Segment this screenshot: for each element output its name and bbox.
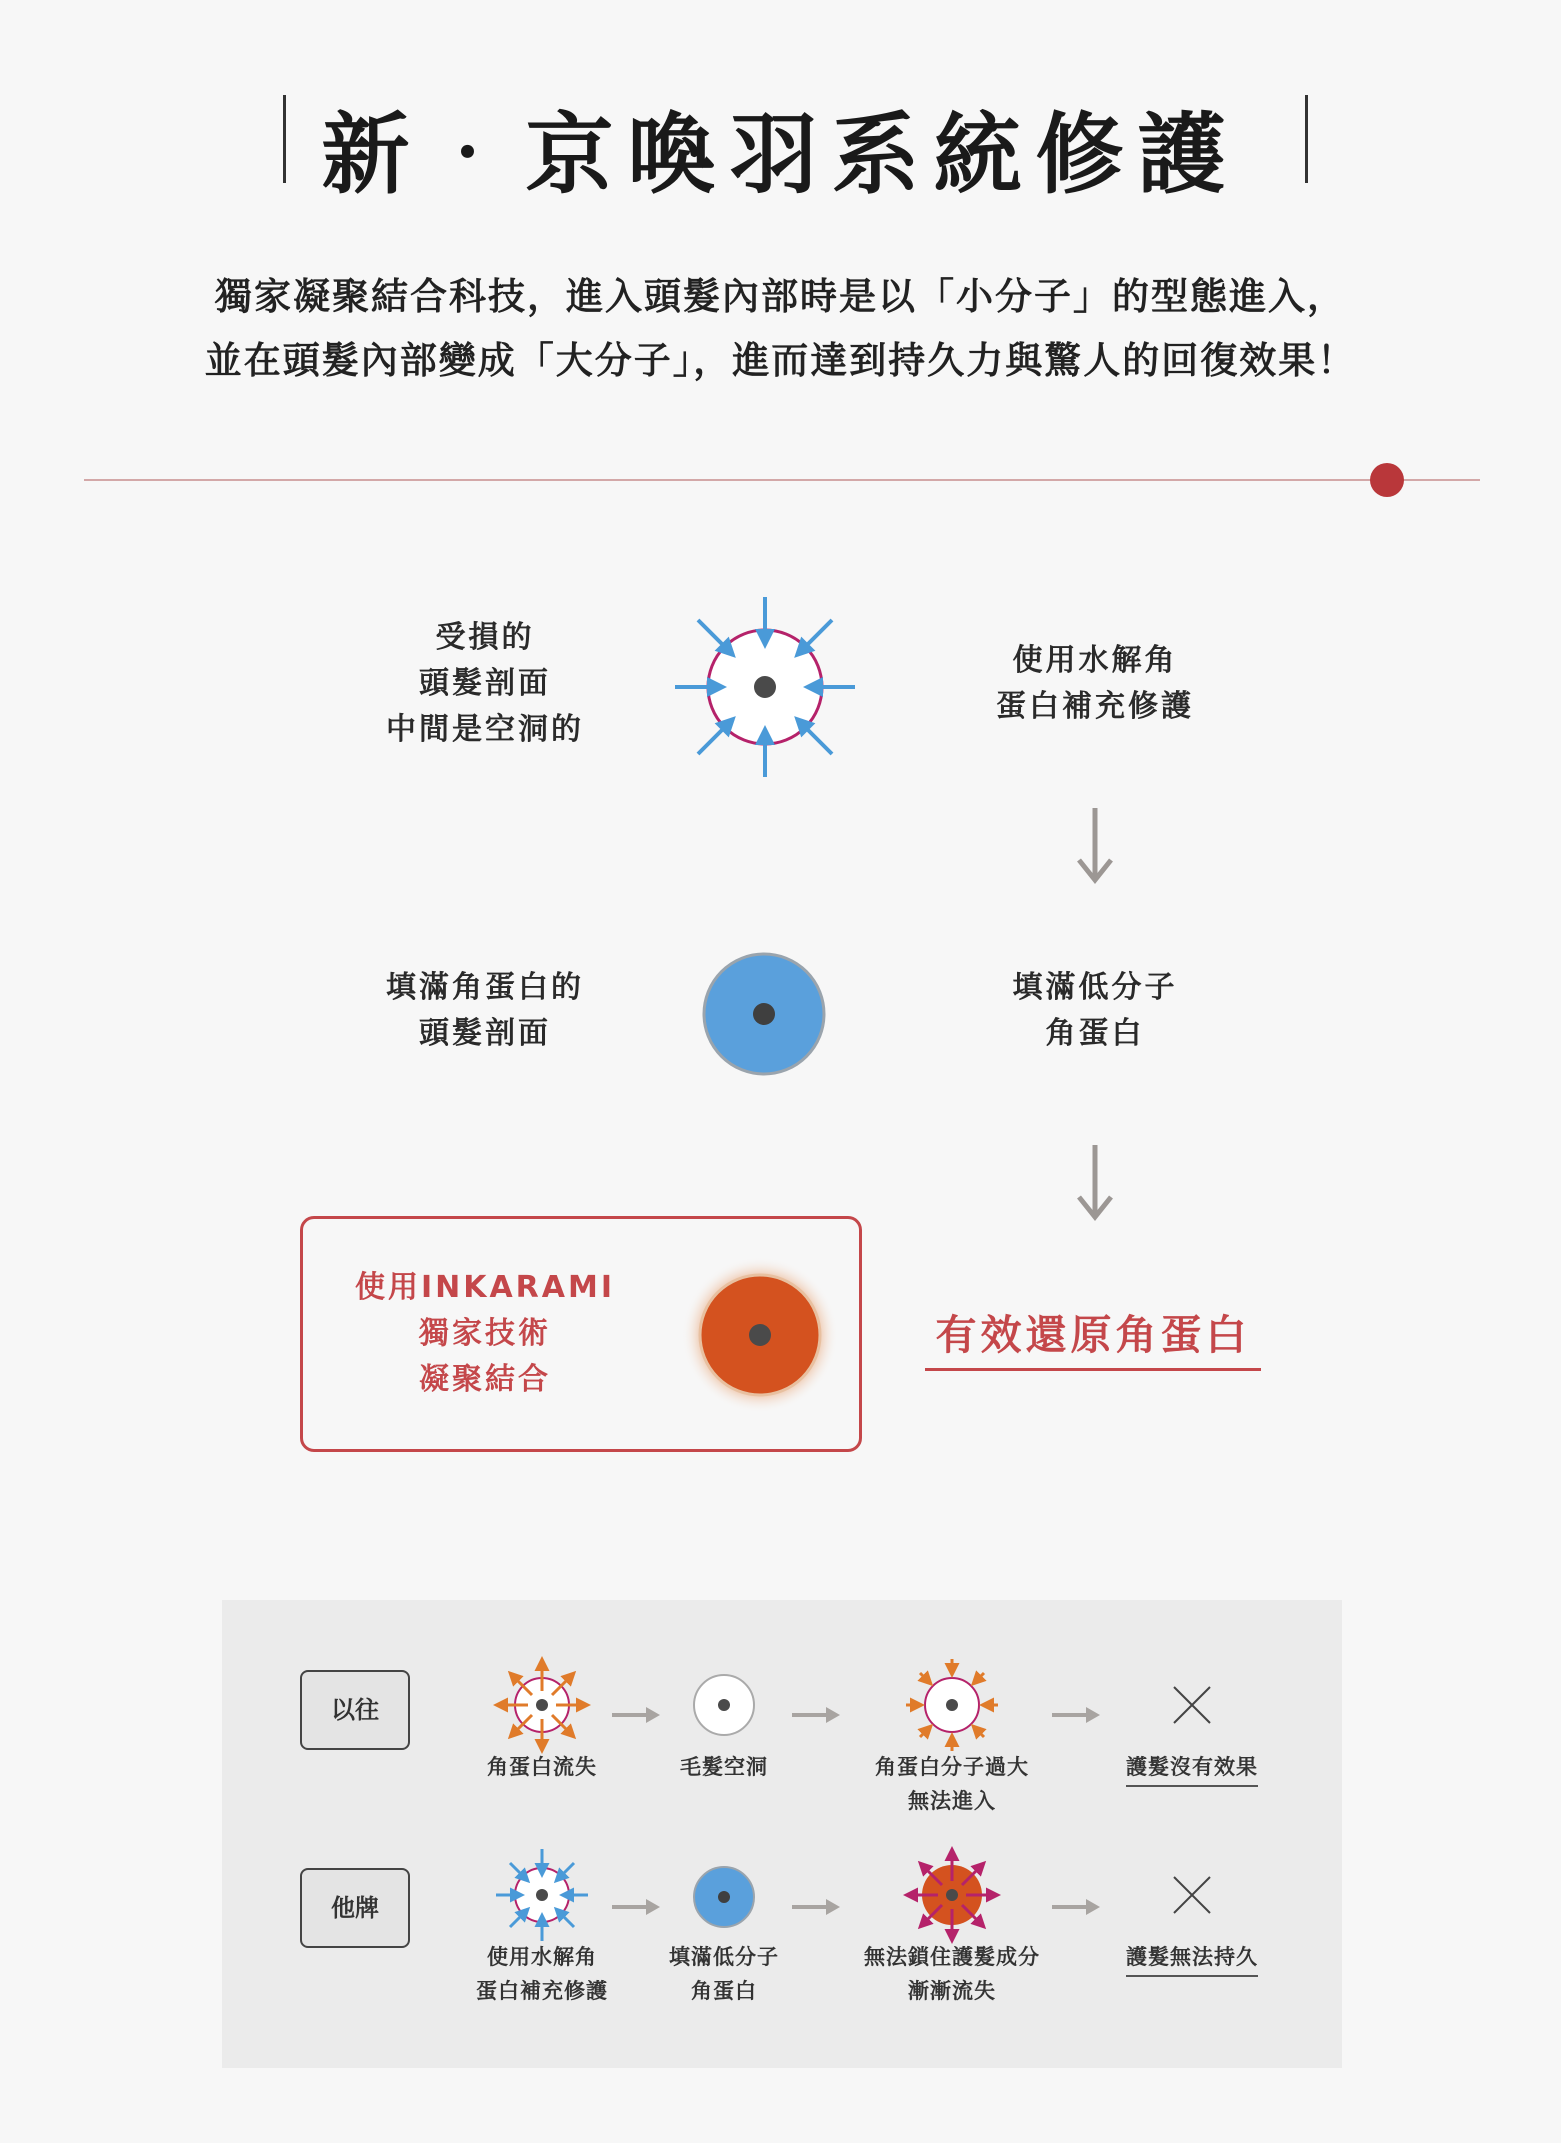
cross-icon xyxy=(1170,1873,1214,1917)
step1-right-line: 使用水解角 xyxy=(1012,643,1178,678)
past-button[interactable]: 以往 xyxy=(300,1670,410,1750)
step3-left-line: 凝聚結合 xyxy=(419,1362,551,1397)
past-label-2-line: 毛髮空洞 xyxy=(680,1755,768,1779)
past-result xyxy=(1102,1750,1282,1787)
down-arrow-icon xyxy=(1075,808,1115,888)
others-label-1 xyxy=(442,1940,642,2008)
step2-left-line: 填滿角蛋白的 xyxy=(386,970,584,1005)
others-label-2-line: 角蛋白 xyxy=(691,1979,757,2003)
others-label-2 xyxy=(634,1940,814,2008)
step3-left-label xyxy=(340,1265,630,1403)
intro-line-2: 並在頭髮內部變成「大分子」，進而達到持久力與驚人的回復效果！ xyxy=(204,338,1357,382)
damaged-hair-icon xyxy=(670,595,860,780)
others-label-2-line: 填滿低分子 xyxy=(669,1945,779,1969)
filled-hair-small-icon xyxy=(689,1862,759,1932)
step2-left-line: 頭髮剖面 xyxy=(419,1016,551,1051)
comparison-panel xyxy=(222,1600,1342,2068)
bonded-hair-icon xyxy=(680,1255,840,1415)
others-label-3-line: 漸漸流失 xyxy=(908,1979,996,2003)
right-arrow-icon xyxy=(612,1897,662,1917)
others-label-3-line: 無法鎖住護髮成分 xyxy=(864,1945,1040,1969)
past-label-3-line: 無法進入 xyxy=(908,1789,996,1813)
divider-dot xyxy=(1370,463,1404,497)
filled-hair-icon xyxy=(700,950,830,1080)
result-underline xyxy=(925,1368,1261,1371)
past-label-1 xyxy=(452,1750,632,1784)
step1-right-label xyxy=(945,638,1245,730)
right-arrow-icon xyxy=(792,1705,842,1725)
others-label-3 xyxy=(822,1940,1082,2008)
keratin-blocked-icon xyxy=(902,1655,1002,1755)
step3-left-line: 獨家技術 xyxy=(419,1316,551,1351)
others-button[interactable]: 他牌 xyxy=(300,1868,410,1948)
step1-left-line: 中間是空洞的 xyxy=(386,712,584,747)
down-arrow-icon xyxy=(1075,1145,1115,1225)
others-result xyxy=(1102,1940,1282,1977)
step1-left-line: 頭髮剖面 xyxy=(419,666,551,701)
cross-icon xyxy=(1170,1683,1214,1727)
others-label-1-line: 使用水解角 xyxy=(487,1945,597,1969)
empty-hair-icon xyxy=(689,1670,759,1740)
step1-left-line: 受損的 xyxy=(435,620,535,655)
past-label-3 xyxy=(837,1750,1067,1818)
result-text: 有效還原角蛋白 xyxy=(935,1311,1251,1359)
others-label-1-line: 蛋白補充修護 xyxy=(476,1979,608,2003)
step2-right-label xyxy=(945,965,1245,1057)
past-label-3-line: 角蛋白分子過大 xyxy=(875,1755,1029,1779)
right-arrow-icon xyxy=(612,1705,662,1725)
past-result-text: 護髮沒有效果 xyxy=(1126,1750,1258,1787)
right-arrow-icon xyxy=(1052,1705,1102,1725)
step1-left-label xyxy=(330,615,640,753)
past-label-1-line: 角蛋白流失 xyxy=(487,1755,597,1779)
page-title: 新‧京喚羽系統修護 xyxy=(321,102,1240,206)
step2-left-label xyxy=(340,965,630,1057)
step3-left-line: 使用INKARAMI xyxy=(354,1270,616,1305)
keratin-loss-icon xyxy=(492,1655,592,1755)
intro-line-1: 獨家凝聚結合科技，進入頭髮內部時是以「小分子」的型態進入， xyxy=(215,274,1346,318)
leaking-hair-icon xyxy=(902,1845,1002,1945)
hydrolyzed-keratin-icon xyxy=(492,1845,592,1945)
step1-right-line: 蛋白補充修護 xyxy=(996,689,1194,724)
right-arrow-icon xyxy=(1052,1897,1102,1917)
step2-right-line: 角蛋白 xyxy=(1045,1016,1145,1051)
step2-right-line: 填滿低分子 xyxy=(1012,970,1178,1005)
others-result-text: 護髮無法持久 xyxy=(1126,1940,1258,1977)
right-arrow-icon xyxy=(792,1897,842,1917)
past-label-2 xyxy=(634,1750,814,1784)
divider-line xyxy=(84,479,1480,481)
